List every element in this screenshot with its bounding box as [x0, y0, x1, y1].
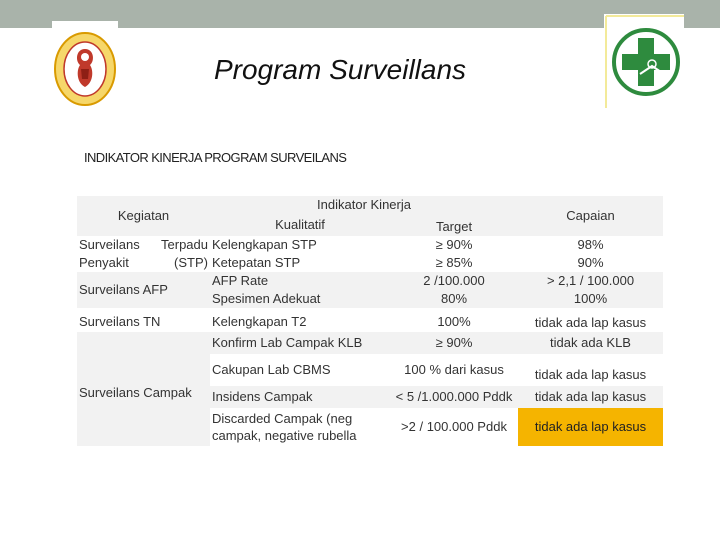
row-kegiatan: Surveilans TN — [79, 314, 161, 329]
row-kegiatan — [77, 236, 210, 272]
row-indikator: Ketepatan STP — [212, 255, 301, 270]
table-row — [77, 308, 663, 332]
table-row — [77, 236, 663, 254]
row-capaian-highlight: tidak ada lap kasus — [518, 408, 663, 446]
table-row — [77, 272, 663, 290]
row-target: ≥ 85% — [435, 255, 473, 270]
row-capaian: tidak ada lap kasus — [518, 386, 663, 408]
row-capaian: 98% — [577, 237, 604, 252]
row-target: 100 % dari kasus — [404, 362, 504, 377]
row-indikator: Spesimen Adekuat — [210, 290, 390, 308]
row-kegiatan-text: Surveilans Terpadu Penyakit (STP) — [79, 237, 208, 270]
header-kegiatan: Kegiatan — [77, 196, 210, 236]
row-indikator: Kelengkapan STP — [212, 237, 317, 252]
row-indikator: Konfirm Lab Campak KLB — [210, 332, 390, 354]
row-kegiatan: Surveilans AFP — [77, 272, 210, 308]
row-capaian: 90% — [577, 255, 604, 270]
row-capaian: > 2,1 / 100.000 — [518, 272, 663, 290]
row-indikator: Cakupan Lab CBMS — [212, 362, 331, 377]
row-capaian: tidak ada KLB — [518, 332, 663, 354]
row-indikator: Kelengkapan T2 — [212, 314, 307, 329]
row-target: ≥ 90% — [390, 332, 518, 354]
row-target: 2 /100.000 — [390, 272, 518, 290]
indicator-table — [77, 196, 663, 446]
row-capaian: tidak ada lap kasus — [534, 315, 647, 330]
table-row — [77, 332, 663, 354]
header-capaian: Capaian — [518, 196, 663, 236]
header-kualitatif: Kualitatif — [210, 214, 390, 236]
row-indikator: Discarded Campak (neg campak, negative rubella — [212, 411, 357, 443]
row-kegiatan-text: Surveilans Campak — [79, 385, 192, 400]
row-indikator: AFP Rate — [210, 272, 390, 290]
header-indikator: Indikator Kinerja — [210, 196, 518, 214]
row-target: >2 / 100.000 Pddk — [401, 419, 507, 434]
row-capaian: tidak ada lap kasus — [534, 367, 647, 382]
row-target: 80% — [390, 290, 518, 308]
table-header-row — [77, 196, 663, 214]
row-target: < 5 /1.000.000 Pddk — [390, 386, 518, 408]
header-target: Target — [390, 214, 518, 236]
row-capaian: 100% — [518, 290, 663, 308]
row-kegiatan-campak — [77, 332, 210, 446]
section-subtitle: INDIKATOR KINERJA PROGRAM SURVEILANS — [84, 150, 347, 165]
row-indikator: Insidens Campak — [210, 386, 390, 408]
page-title: Program Surveillans — [213, 54, 467, 85]
row-target: ≥ 90% — [435, 237, 473, 252]
row-target: 100% — [437, 314, 471, 329]
